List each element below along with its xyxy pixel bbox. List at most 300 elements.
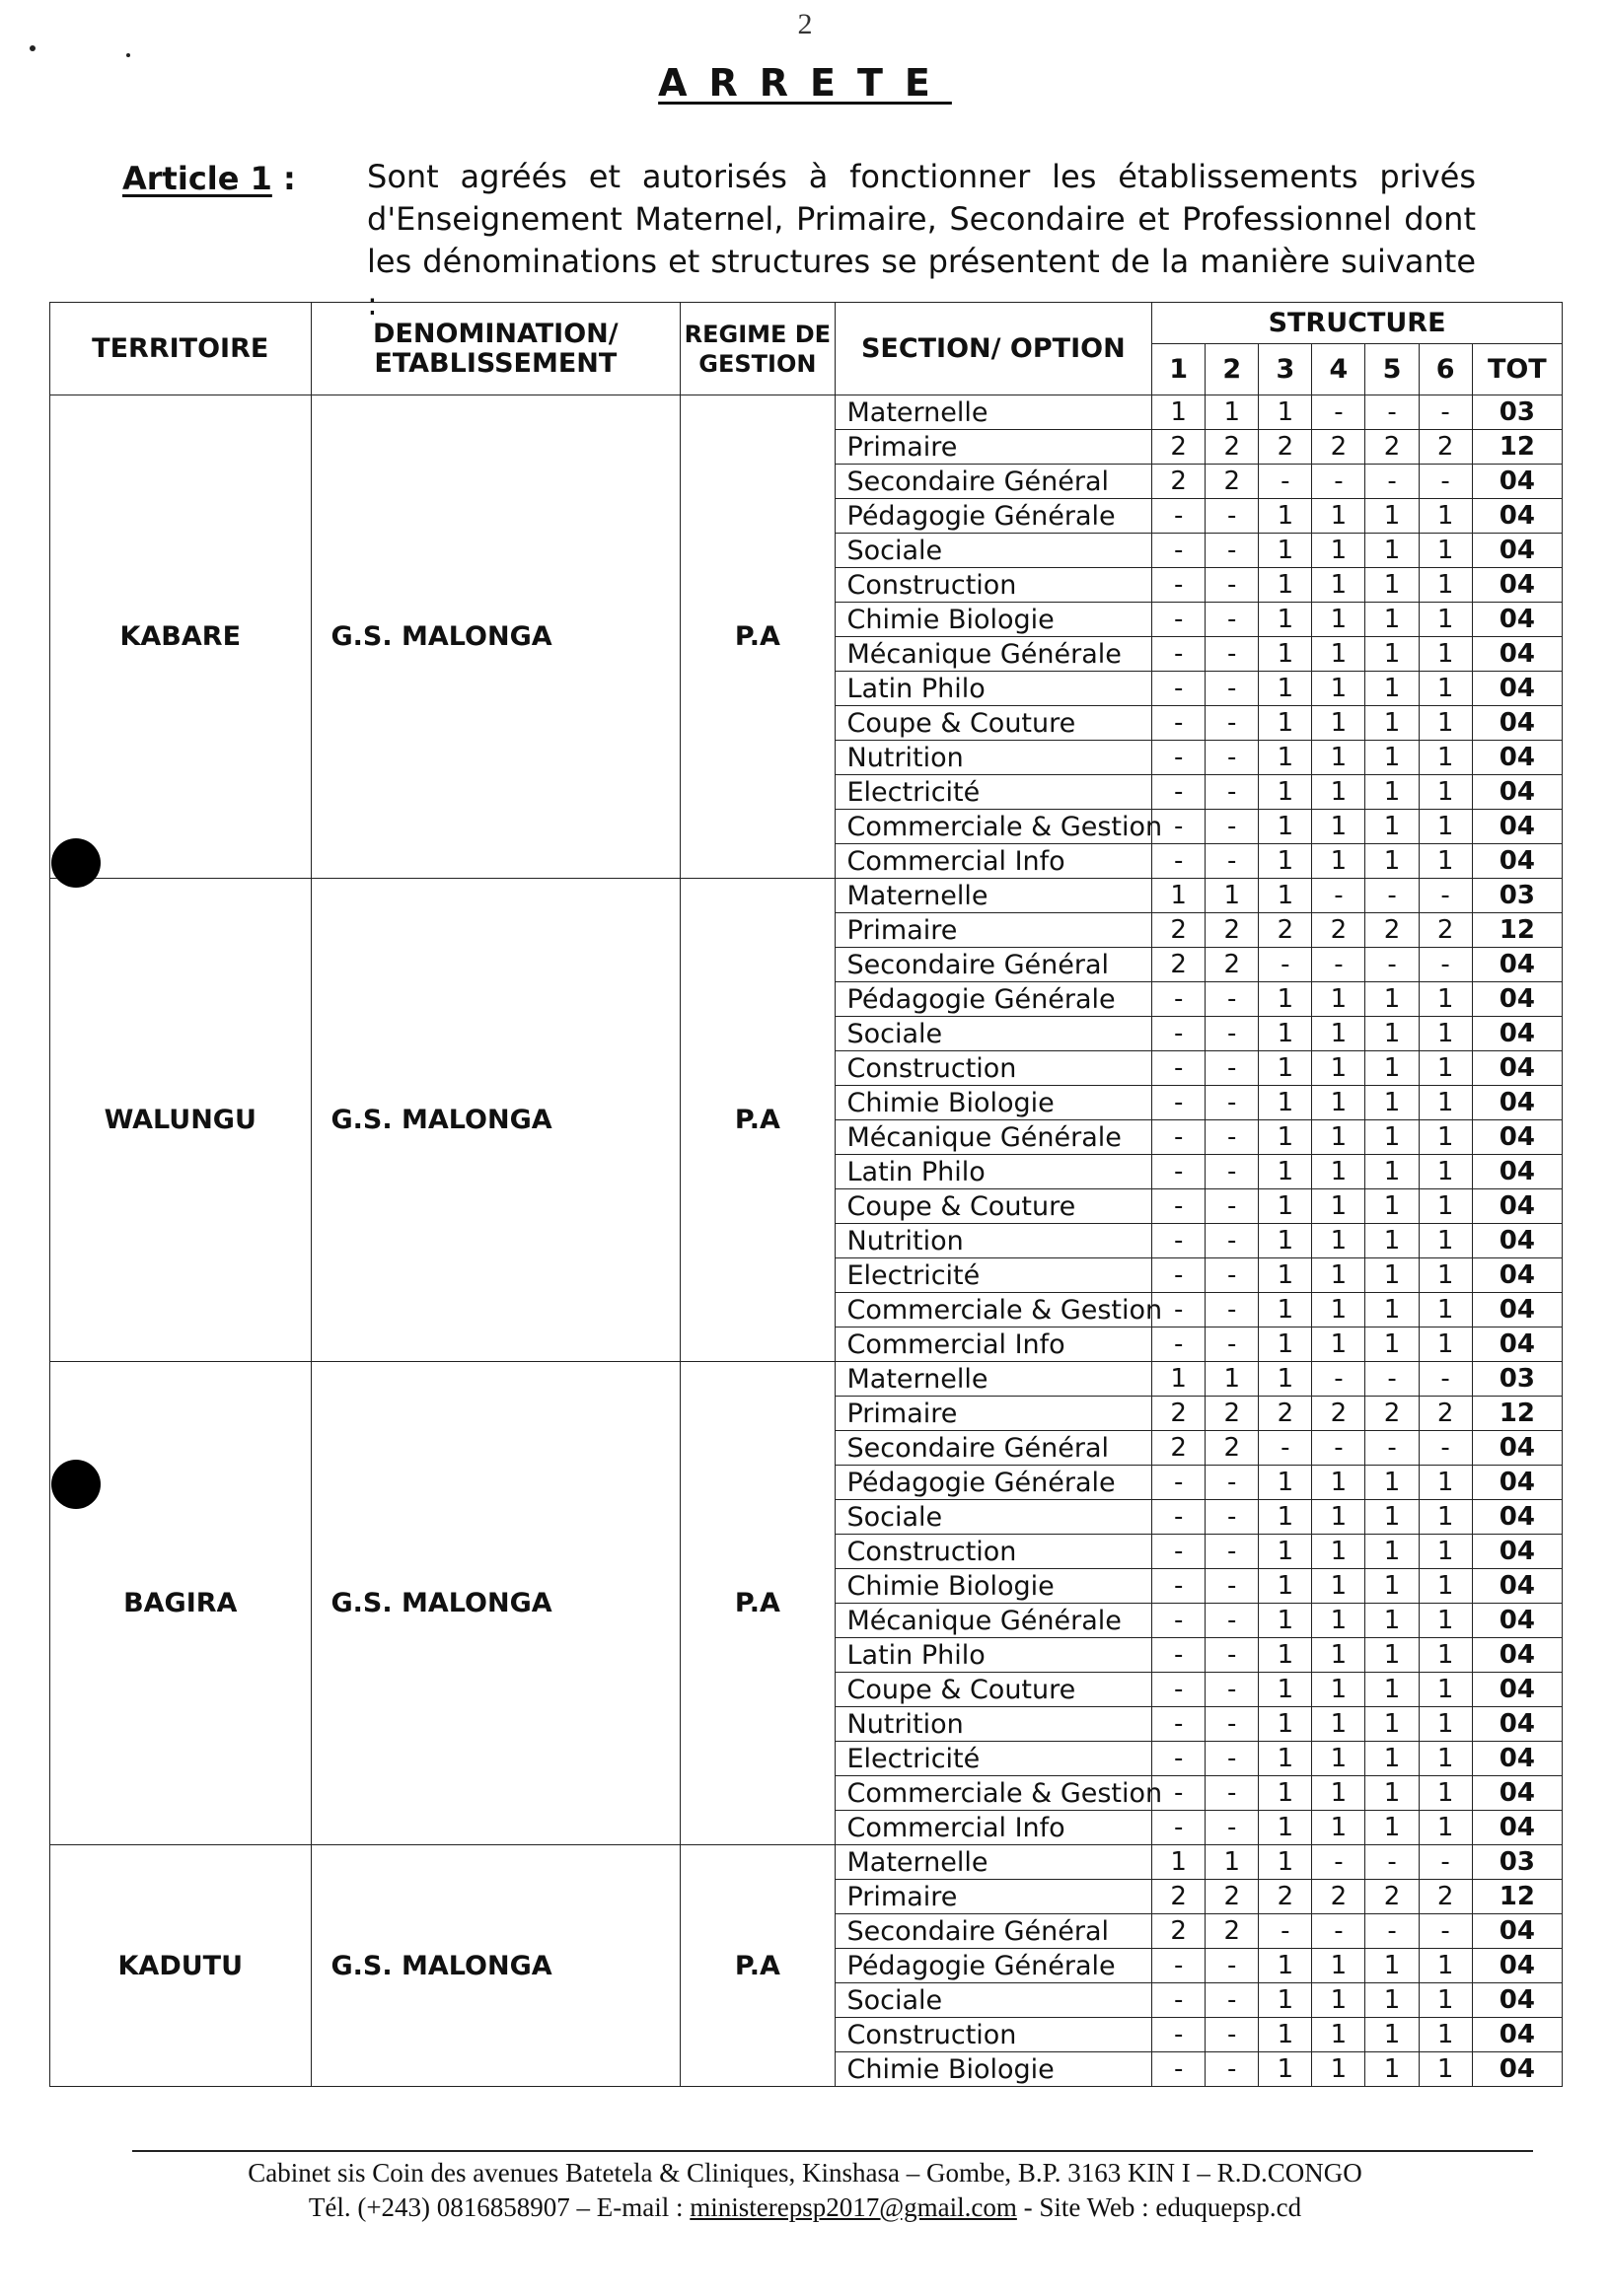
structure-cell: 1 xyxy=(1365,844,1419,879)
section-cell: Construction xyxy=(835,1051,1152,1086)
structure-cell: - xyxy=(1312,879,1365,913)
structure-cell: - xyxy=(1365,1914,1419,1949)
header-col-2: 2 xyxy=(1206,344,1259,395)
structure-cell: 1 xyxy=(1259,1051,1312,1086)
structure-cell: - xyxy=(1152,1673,1206,1707)
structure-cell: 1 xyxy=(1312,775,1365,810)
structure-cell: 1 xyxy=(1419,982,1472,1017)
structure-cell: 2 xyxy=(1259,1880,1312,1914)
structure-cell: 1 xyxy=(1419,1811,1472,1845)
structure-cell: - xyxy=(1206,603,1259,637)
structure-cell: 1 xyxy=(1259,1983,1312,2018)
footer xyxy=(0,2156,1610,2225)
structure-cell: 1 xyxy=(1419,1673,1472,1707)
structure-cell: - xyxy=(1206,1776,1259,1811)
structure-cell: - xyxy=(1152,1189,1206,1224)
structure-cell: - xyxy=(1206,844,1259,879)
page-number: 2 xyxy=(797,8,813,40)
table-row xyxy=(50,1362,1563,1397)
section-cell: Commerciale & Gestion xyxy=(835,1293,1152,1327)
section-cell: Primaire xyxy=(835,1397,1152,1431)
structure-cell: - xyxy=(1152,603,1206,637)
structure-cell: - xyxy=(1152,741,1206,775)
total-cell: 04 xyxy=(1472,1949,1562,1983)
structure-cell: - xyxy=(1152,1327,1206,1362)
structure-cell: 1 xyxy=(1259,568,1312,603)
total-cell: 03 xyxy=(1472,1845,1562,1880)
structure-cell: - xyxy=(1419,1362,1472,1397)
section-cell: Latin Philo xyxy=(835,1155,1152,1189)
structure-cell: 2 xyxy=(1312,1397,1365,1431)
structure-cell: 1 xyxy=(1419,775,1472,810)
structure-cell: 1 xyxy=(1312,1155,1365,1189)
header-territoire: TERRITOIRE xyxy=(50,303,312,395)
structure-cell: - xyxy=(1419,1431,1472,1466)
total-cell: 04 xyxy=(1472,637,1562,672)
structure-cell: 2 xyxy=(1312,1880,1365,1914)
structure-cell: - xyxy=(1206,1327,1259,1362)
section-cell: Commercial Info xyxy=(835,1811,1152,1845)
structure-cell: 2 xyxy=(1152,948,1206,982)
structure-cell: 1 xyxy=(1365,534,1419,568)
structure-cell: 1 xyxy=(1312,1673,1365,1707)
structure-cell: - xyxy=(1206,1535,1259,1569)
structure-cell: 2 xyxy=(1206,1914,1259,1949)
structure-cell: 1 xyxy=(1312,1293,1365,1327)
structure-cell: 1 xyxy=(1419,568,1472,603)
structure-cell: 1 xyxy=(1365,1155,1419,1189)
total-cell: 04 xyxy=(1472,1604,1562,1638)
structure-cell: 1 xyxy=(1259,775,1312,810)
structure-cell: - xyxy=(1206,1086,1259,1120)
structure-cell: 1 xyxy=(1419,499,1472,534)
structure-cell: - xyxy=(1152,1983,1206,2018)
structure-cell: - xyxy=(1152,844,1206,879)
structure-cell: 1 xyxy=(1419,1569,1472,1604)
structure-cell: - xyxy=(1152,1155,1206,1189)
section-cell: Secondaire Général xyxy=(835,1431,1152,1466)
structure-cell: - xyxy=(1312,465,1365,499)
total-cell: 04 xyxy=(1472,534,1562,568)
structure-cell: - xyxy=(1206,1742,1259,1776)
structure-cell: 1 xyxy=(1419,1327,1472,1362)
section-cell: Nutrition xyxy=(835,1224,1152,1258)
territoire-cell: WALUNGU xyxy=(50,879,312,1362)
structure-cell: 1 xyxy=(1365,2018,1419,2052)
section-cell: Maternelle xyxy=(835,1362,1152,1397)
structure-cell: 1 xyxy=(1206,1845,1259,1880)
total-cell: 04 xyxy=(1472,1500,1562,1535)
header-col-5: 5 xyxy=(1365,344,1419,395)
section-cell: Pédagogie Générale xyxy=(835,499,1152,534)
regime-cell: P.A xyxy=(681,1362,835,1845)
structure-cell: 1 xyxy=(1259,1569,1312,1604)
section-cell: Nutrition xyxy=(835,1707,1152,1742)
section-cell: Coupe & Couture xyxy=(835,1673,1152,1707)
structure-cell: - xyxy=(1152,1017,1206,1051)
structure-cell: 1 xyxy=(1206,395,1259,430)
total-cell: 04 xyxy=(1472,706,1562,741)
scan-speck xyxy=(30,45,36,51)
structure-cell: - xyxy=(1152,1604,1206,1638)
total-cell: 04 xyxy=(1472,1258,1562,1293)
footer-address: Cabinet sis Coin des avenues Batetela & Cliniques, Kinshasa – Gombe, B.P. 3163 KIN I – R.D.CONGO xyxy=(248,2158,1362,2188)
structure-cell: - xyxy=(1259,948,1312,982)
structure-cell: 1 xyxy=(1312,603,1365,637)
structure-cell: - xyxy=(1152,1293,1206,1327)
structure-cell: 1 xyxy=(1419,1466,1472,1500)
structure-cell: - xyxy=(1206,810,1259,844)
structure-cell: 2 xyxy=(1365,1880,1419,1914)
structure-cell: - xyxy=(1206,534,1259,568)
article-text: Sont agréés et autorisés à fonctionner les établissements privés d'Enseignement Maternel, Primaire, Secondaire et Professionnel dont les dénominations et structures se présentent de la manière suivante : xyxy=(367,158,1476,323)
structure-cell: - xyxy=(1312,1845,1365,1880)
structure-cell: 1 xyxy=(1419,1017,1472,1051)
structure-cell: - xyxy=(1152,1224,1206,1258)
structure-cell: 1 xyxy=(1312,1466,1365,1500)
structure-cell: - xyxy=(1312,1431,1365,1466)
section-cell: Construction xyxy=(835,1535,1152,1569)
structure-cell: 2 xyxy=(1152,465,1206,499)
structure-cell: 1 xyxy=(1365,1258,1419,1293)
section-cell: Maternelle xyxy=(835,395,1152,430)
structure-cell: - xyxy=(1206,775,1259,810)
structure-cell: - xyxy=(1206,499,1259,534)
structure-cell: 2 xyxy=(1312,430,1365,465)
structure-cell: 1 xyxy=(1312,1051,1365,1086)
section-cell: Maternelle xyxy=(835,879,1152,913)
structure-cell: 1 xyxy=(1365,775,1419,810)
structure-cell: 1 xyxy=(1259,395,1312,430)
total-cell: 04 xyxy=(1472,1638,1562,1673)
total-cell: 04 xyxy=(1472,1051,1562,1086)
total-cell: 04 xyxy=(1472,1224,1562,1258)
structure-cell: 2 xyxy=(1365,913,1419,948)
section-cell: Commercial Info xyxy=(835,1327,1152,1362)
structure-cell: 1 xyxy=(1365,1742,1419,1776)
section-cell: Sociale xyxy=(835,1500,1152,1535)
structure-cell: - xyxy=(1206,1604,1259,1638)
structure-cell: 2 xyxy=(1259,1397,1312,1431)
structure-cell: - xyxy=(1206,1120,1259,1155)
header-col-6: 6 xyxy=(1419,344,1472,395)
section-cell: Electricité xyxy=(835,775,1152,810)
structure-cell: 1 xyxy=(1312,706,1365,741)
structure-cell: 2 xyxy=(1419,913,1472,948)
structure-cell: - xyxy=(1152,1535,1206,1569)
section-cell: Primaire xyxy=(835,430,1152,465)
structure-cell: - xyxy=(1206,2018,1259,2052)
structure-cell: 1 xyxy=(1365,1500,1419,1535)
structure-cell: - xyxy=(1152,2052,1206,2087)
structure-cell: 2 xyxy=(1419,1880,1472,1914)
structure-cell: 1 xyxy=(1152,1845,1206,1880)
structure-cell: - xyxy=(1206,568,1259,603)
structure-cell: 1 xyxy=(1365,1535,1419,1569)
section-cell: Latin Philo xyxy=(835,1638,1152,1673)
structure-cell: - xyxy=(1312,395,1365,430)
structure-cell: 2 xyxy=(1206,913,1259,948)
structure-cell: 1 xyxy=(1365,1051,1419,1086)
total-cell: 04 xyxy=(1472,1431,1562,1466)
structure-cell: 1 xyxy=(1259,637,1312,672)
structure-cell: - xyxy=(1152,499,1206,534)
total-cell: 04 xyxy=(1472,1535,1562,1569)
structure-cell: - xyxy=(1152,982,1206,1017)
structure-cell: 1 xyxy=(1259,1845,1312,1880)
structure-cell: 1 xyxy=(1259,534,1312,568)
structure-cell: 1 xyxy=(1312,1258,1365,1293)
structure-cell: 2 xyxy=(1206,465,1259,499)
structure-cell: 1 xyxy=(1312,1327,1365,1362)
structure-cell: 1 xyxy=(1419,1949,1472,1983)
structure-cell: 2 xyxy=(1365,430,1419,465)
structure-cell: 1 xyxy=(1419,1742,1472,1776)
structure-cell: 1 xyxy=(1152,395,1206,430)
structure-cell: 1 xyxy=(1419,1120,1472,1155)
structure-cell: 1 xyxy=(1259,879,1312,913)
structure-cell: - xyxy=(1419,879,1472,913)
structure-cell: - xyxy=(1206,1017,1259,1051)
structure-cell: 1 xyxy=(1312,1983,1365,2018)
structure-cell: 1 xyxy=(1152,879,1206,913)
structure-cell: 1 xyxy=(1259,844,1312,879)
structure-cell: 1 xyxy=(1312,1120,1365,1155)
structure-cell: - xyxy=(1152,775,1206,810)
section-cell: Chimie Biologie xyxy=(835,1569,1152,1604)
structure-cell: 1 xyxy=(1365,810,1419,844)
footer-email-link[interactable]: ministerepsp2017@gmail.com xyxy=(690,2192,1017,2222)
structure-cell: - xyxy=(1206,1051,1259,1086)
footer-contact: Tél. (+243) 0816858907 – E-mail : ministerepsp2017@gmail.com - Site Web : eduquepsp.cd xyxy=(308,2192,1302,2222)
section-cell: Pédagogie Générale xyxy=(835,982,1152,1017)
structure-cell: 1 xyxy=(1259,1155,1312,1189)
structure-cell: 1 xyxy=(1419,1224,1472,1258)
structure-cell: - xyxy=(1365,879,1419,913)
structure-cell: - xyxy=(1206,2052,1259,2087)
structure-cell: 1 xyxy=(1259,1707,1312,1742)
structure-cell: - xyxy=(1206,1949,1259,1983)
structure-cell: - xyxy=(1152,1638,1206,1673)
structure-cell: 1 xyxy=(1312,2052,1365,2087)
structure-cell: 2 xyxy=(1312,913,1365,948)
structure-cell: 1 xyxy=(1365,637,1419,672)
structure-cell: 1 xyxy=(1419,534,1472,568)
structure-cell: - xyxy=(1152,1120,1206,1155)
structure-cell: - xyxy=(1206,706,1259,741)
total-cell: 04 xyxy=(1472,810,1562,844)
structure-cell: - xyxy=(1152,1776,1206,1811)
denomination-cell: G.S. MALONGA xyxy=(311,879,681,1362)
structure-cell: 1 xyxy=(1365,1017,1419,1051)
structure-cell: 1 xyxy=(1259,1673,1312,1707)
structure-cell: 1 xyxy=(1312,1189,1365,1224)
structure-cell: - xyxy=(1206,1466,1259,1500)
structure-cell: 1 xyxy=(1365,499,1419,534)
structure-cell: 1 xyxy=(1259,1120,1312,1155)
total-cell: 03 xyxy=(1472,879,1562,913)
structure-cell: - xyxy=(1365,1431,1419,1466)
structure-cell: 2 xyxy=(1206,1431,1259,1466)
structure-cell: 1 xyxy=(1312,1017,1365,1051)
section-cell: Commerciale & Gestion xyxy=(835,810,1152,844)
structure-cell: 1 xyxy=(1259,2018,1312,2052)
structure-cell: 1 xyxy=(1206,1362,1259,1397)
total-cell: 04 xyxy=(1472,1327,1562,1362)
section-cell: Commerciale & Gestion xyxy=(835,1776,1152,1811)
structure-cell: 2 xyxy=(1206,430,1259,465)
structure-cell: - xyxy=(1152,637,1206,672)
structure-cell: 1 xyxy=(1259,1742,1312,1776)
structure-cell: 1 xyxy=(1259,1362,1312,1397)
article-label: Article 1 : xyxy=(122,160,296,197)
total-cell: 04 xyxy=(1472,982,1562,1017)
structure-cell: 1 xyxy=(1419,706,1472,741)
structure-cell: 2 xyxy=(1152,1880,1206,1914)
footer-rule xyxy=(132,2150,1533,2152)
structure-cell: - xyxy=(1152,568,1206,603)
regime-cell: P.A xyxy=(681,1845,835,2087)
structure-cell: 1 xyxy=(1259,1776,1312,1811)
structure-cell: 1 xyxy=(1312,1811,1365,1845)
structure-cell: 1 xyxy=(1419,1189,1472,1224)
punch-hole xyxy=(51,838,101,888)
total-cell: 03 xyxy=(1472,395,1562,430)
total-cell: 04 xyxy=(1472,741,1562,775)
total-cell: 04 xyxy=(1472,1086,1562,1120)
structure-cell: 1 xyxy=(1259,1604,1312,1638)
structure-cell: 1 xyxy=(1365,1224,1419,1258)
header-col-3: 3 xyxy=(1259,344,1312,395)
structure-cell: - xyxy=(1206,982,1259,1017)
section-cell: Electricité xyxy=(835,1258,1152,1293)
structure-cell: 1 xyxy=(1365,603,1419,637)
structure-cell: 1 xyxy=(1365,1811,1419,1845)
structure-cell: 2 xyxy=(1419,1397,1472,1431)
total-cell: 04 xyxy=(1472,2052,1562,2087)
structure-cell: 1 xyxy=(1259,810,1312,844)
total-cell: 04 xyxy=(1472,1707,1562,1742)
structure-cell: 1 xyxy=(1259,1327,1312,1362)
structure-cell: 1 xyxy=(1312,1776,1365,1811)
section-cell: Secondaire Général xyxy=(835,465,1152,499)
section-cell: Primaire xyxy=(835,913,1152,948)
structure-cell: 1 xyxy=(1419,810,1472,844)
structure-cell: - xyxy=(1152,1569,1206,1604)
structure-cell: 1 xyxy=(1259,499,1312,534)
structure-cell: - xyxy=(1152,1707,1206,1742)
structure-cell: - xyxy=(1206,1673,1259,1707)
structure-cell: 1 xyxy=(1365,706,1419,741)
section-cell: Pédagogie Générale xyxy=(835,1949,1152,1983)
structure-cell: - xyxy=(1259,1914,1312,1949)
regime-cell: P.A xyxy=(681,395,835,879)
structure-cell: 1 xyxy=(1365,982,1419,1017)
structure-cell: 1 xyxy=(1259,1293,1312,1327)
structure-cell: 1 xyxy=(1259,1017,1312,1051)
structure-cell: 2 xyxy=(1152,1431,1206,1466)
territoire-cell: KADUTU xyxy=(50,1845,312,2087)
structure-cell: - xyxy=(1312,1362,1365,1397)
structure-cell: 1 xyxy=(1365,568,1419,603)
structure-cell: 1 xyxy=(1312,1500,1365,1535)
structure-cell: - xyxy=(1419,1914,1472,1949)
structure-cell: 1 xyxy=(1259,982,1312,1017)
structure-cell: 2 xyxy=(1206,948,1259,982)
section-cell: Sociale xyxy=(835,534,1152,568)
structure-cell: 2 xyxy=(1206,1880,1259,1914)
structure-cell: 1 xyxy=(1419,1086,1472,1120)
structure-cell: - xyxy=(1365,1362,1419,1397)
structure-cell: 1 xyxy=(1419,2052,1472,2087)
total-cell: 04 xyxy=(1472,1017,1562,1051)
structure-cell: 1 xyxy=(1312,741,1365,775)
structure-cell: - xyxy=(1206,1258,1259,1293)
structure-cell: - xyxy=(1365,1845,1419,1880)
structure-cell: 1 xyxy=(1312,982,1365,1017)
section-cell: Construction xyxy=(835,568,1152,603)
structure-cell: 1 xyxy=(1419,672,1472,706)
structure-cell: 1 xyxy=(1259,741,1312,775)
structure-cell: 1 xyxy=(1259,1086,1312,1120)
structure-cell: 1 xyxy=(1365,741,1419,775)
structure-cell: 1 xyxy=(1259,672,1312,706)
structure-cell: - xyxy=(1259,465,1312,499)
total-cell: 04 xyxy=(1472,1293,1562,1327)
structure-cell: 1 xyxy=(1312,2018,1365,2052)
section-cell: Latin Philo xyxy=(835,672,1152,706)
structure-cell: 1 xyxy=(1419,1258,1472,1293)
establishments-table xyxy=(49,302,1563,2087)
structure-cell: 1 xyxy=(1259,706,1312,741)
document-title: ARRETE xyxy=(658,61,952,105)
structure-cell: - xyxy=(1152,1086,1206,1120)
structure-cell: 2 xyxy=(1259,430,1312,465)
structure-cell: 1 xyxy=(1419,1500,1472,1535)
structure-cell: - xyxy=(1206,1500,1259,1535)
structure-cell: 1 xyxy=(1365,1776,1419,1811)
structure-cell: 1 xyxy=(1259,1224,1312,1258)
structure-cell: - xyxy=(1206,1569,1259,1604)
table-row xyxy=(50,879,1563,913)
structure-cell: 1 xyxy=(1365,1707,1419,1742)
section-cell: Mécanique Générale xyxy=(835,1120,1152,1155)
structure-cell: 1 xyxy=(1312,1949,1365,1983)
structure-cell: 1 xyxy=(1419,1155,1472,1189)
structure-cell: 1 xyxy=(1312,1535,1365,1569)
section-cell: Coupe & Couture xyxy=(835,1189,1152,1224)
structure-cell: - xyxy=(1206,1638,1259,1673)
structure-cell: - xyxy=(1365,948,1419,982)
structure-cell: 1 xyxy=(1312,844,1365,879)
section-cell: Secondaire Général xyxy=(835,1914,1152,1949)
structure-cell: 1 xyxy=(1419,1707,1472,1742)
section-cell: Coupe & Couture xyxy=(835,706,1152,741)
structure-cell: 1 xyxy=(1312,672,1365,706)
structure-cell: 1 xyxy=(1259,603,1312,637)
header-structure: STRUCTURE xyxy=(1152,303,1563,344)
total-cell: 04 xyxy=(1472,1776,1562,1811)
structure-cell: 1 xyxy=(1259,2052,1312,2087)
structure-cell: 1 xyxy=(1365,2052,1419,2087)
section-cell: Maternelle xyxy=(835,1845,1152,1880)
structure-cell: 2 xyxy=(1206,1397,1259,1431)
section-cell: Chimie Biologie xyxy=(835,2052,1152,2087)
structure-cell: - xyxy=(1206,1189,1259,1224)
structure-cell: 1 xyxy=(1312,1707,1365,1742)
total-cell: 12 xyxy=(1472,430,1562,465)
structure-cell: 1 xyxy=(1365,1466,1419,1500)
